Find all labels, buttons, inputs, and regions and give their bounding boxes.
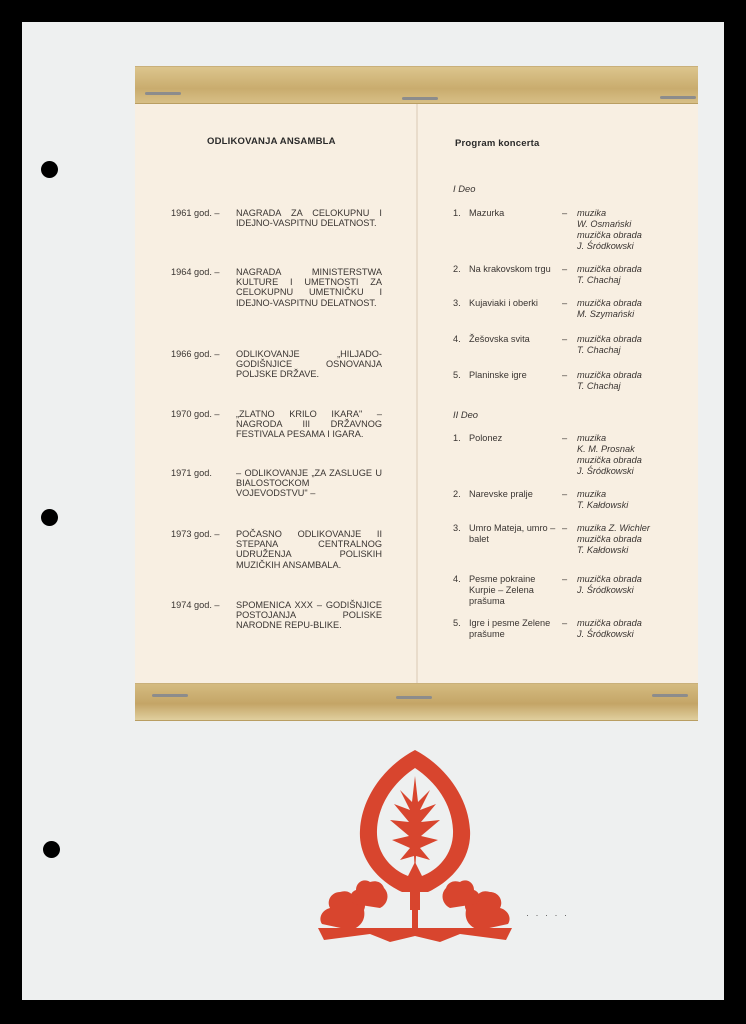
sheet-fold: [416, 102, 418, 683]
credit-line: muzička obrada: [577, 370, 642, 380]
program-item-title: Narevske pralje: [469, 489, 533, 499]
program-item-credit: [577, 433, 677, 477]
award-year: 1966 god. –: [171, 349, 220, 359]
credit-line: muzička obrada: [577, 230, 642, 240]
credit-line: W. Osmański: [577, 219, 632, 229]
program-item-number: 5.: [453, 370, 461, 380]
program-heading: Program koncerta: [455, 138, 540, 149]
credit-line: J. Śródkowski: [577, 585, 634, 595]
program-item-number: 5.: [453, 618, 461, 628]
credit-line: muzika Z. Wichler: [577, 523, 650, 533]
section-label: II Deo: [453, 409, 479, 420]
program-item-dash: –: [562, 264, 568, 274]
staple: [660, 96, 696, 99]
program-item-number: 3.: [453, 298, 461, 308]
award-year: 1971 god.: [171, 468, 212, 478]
program-item-credit: [577, 334, 677, 356]
credit-line: muzička obrada: [577, 298, 642, 308]
credit-line: muzička obrada: [577, 574, 642, 584]
credit-line: muzička obrada: [577, 534, 642, 544]
page-specks: · · · · ·: [526, 910, 569, 920]
program-item-title: Igre i pesme Zelene prašume: [469, 618, 551, 639]
program-item-title: Polonez: [469, 433, 503, 443]
program-item-number: 4.: [453, 334, 461, 344]
credit-line: muzička obrada: [577, 264, 642, 274]
program-item-title: Mazurka: [469, 208, 505, 218]
staple: [396, 696, 432, 699]
credit-line: muzička obrada: [577, 455, 642, 465]
program-item-dash: –: [562, 334, 568, 344]
credit-line: T. Kałdowski: [577, 500, 629, 510]
program-item-dash: –: [562, 574, 568, 584]
award-text: ODLIKOVANJE „HILJADO-GODIŠNJICE OSNOVANJA POLJSKE DRŽAVE.: [236, 349, 382, 380]
program-item-credit: [577, 523, 677, 556]
credit-line: J. Śródkowski: [577, 241, 634, 251]
program-item-number: 4.: [453, 574, 461, 584]
staple: [402, 97, 438, 100]
program-item-credit: [577, 264, 677, 286]
award-year: 1974 god. –: [171, 600, 220, 610]
program-item-credit: [577, 370, 677, 392]
awards-heading: ODLIKOVANJA ANSAMBLA: [207, 136, 336, 147]
program-item-dash: –: [562, 370, 568, 380]
punch-hole: [41, 509, 58, 526]
award-text: NAGRADA MINISTERSTWA KULTURE I UMETNOSTI ZA CELOKUPNU UMETNIČKU I IDEJNO-VASPITNU DELATNOST.: [236, 267, 382, 308]
award-text: „ZLATNO KRILO IKARA" – NAGRODA III DRŽAVNOG FESTIVALA PESAMA I IGARA.: [236, 409, 382, 440]
program-item-title: Umro Mateja, umro – balet: [469, 523, 556, 544]
credit-line: T. Chachaj: [577, 275, 621, 285]
credit-line: T. Kałdowski: [577, 545, 629, 555]
program-item-title: Na krakovskom trgu: [469, 264, 551, 274]
staple: [652, 694, 688, 697]
program-item-title: Kujaviaki i oberki: [469, 298, 538, 308]
program-item-title: Planinske igre: [469, 370, 527, 380]
punch-hole: [43, 841, 60, 858]
program-item-number: 3.: [453, 523, 461, 533]
program-item-number: 1.: [453, 433, 461, 443]
program-item-credit: [577, 298, 677, 320]
program-item-number: 2.: [453, 489, 461, 499]
credit-line: M. Szymański: [577, 309, 635, 319]
credit-line: J. Śródkowski: [577, 466, 634, 476]
credit-line: muzika: [577, 208, 607, 218]
award-text: NAGRADA ZA CELOKUPNU I IDEJNO-VASPITNU DELATNOST.: [236, 208, 382, 229]
program-item-number: 1.: [453, 208, 461, 218]
program-item-title: Pesme pokraine Kurpie – Zelena prašuma: [469, 574, 536, 606]
tape-strip-bottom: [135, 683, 698, 721]
credit-line: K. M. Prosnak: [577, 444, 635, 454]
award-year: 1970 god. –: [171, 409, 220, 419]
program-item-credit: [577, 208, 677, 252]
award-year: 1973 god. –: [171, 529, 220, 539]
punch-hole: [41, 161, 58, 178]
program-item-title: Žešovska svita: [469, 334, 530, 344]
program-item-dash: –: [562, 489, 568, 499]
program-item-credit: [577, 574, 677, 596]
award-text: – ODLIKOVANJE „ZA ZASLUGE U BIALOSTOCKOM VOJEVODSTVU" –: [236, 468, 382, 499]
section-label: I Deo: [453, 183, 476, 194]
program-item-dash: –: [562, 433, 568, 443]
papercut-tree-birds-ornament: [310, 742, 520, 947]
credit-line: muzika: [577, 489, 607, 499]
award-year: 1964 god. –: [171, 267, 220, 277]
program-item-credit: [577, 618, 677, 640]
staple: [152, 694, 188, 697]
program-item-dash: –: [562, 523, 568, 533]
program-item-dash: –: [562, 298, 568, 308]
award-text: SPOMENICA XXX – GODIŠNJICE POSTOJANJA POLISKE NARODNE REPU-BLIKE.: [236, 600, 382, 631]
credit-line: T. Chachaj: [577, 381, 621, 391]
credit-line: muzička obrada: [577, 334, 642, 344]
program-item-credit: [577, 489, 677, 511]
program-item-dash: –: [562, 618, 568, 628]
program-item-dash: –: [562, 208, 568, 218]
program-item-number: 2.: [453, 264, 461, 274]
credit-line: T. Chachaj: [577, 345, 621, 355]
credit-line: muzika: [577, 433, 607, 443]
award-year: 1961 god. –: [171, 208, 220, 218]
credit-line: muzička obrada: [577, 618, 642, 628]
staple: [145, 92, 181, 95]
award-text: POČASNO ODLIKOVANJE II STEPANA CENTRALNOG UDRUŽENJA POLISKIH MUZIČKIH ANSAMBALA.: [236, 529, 382, 570]
credit-line: J. Śródkowski: [577, 629, 634, 639]
